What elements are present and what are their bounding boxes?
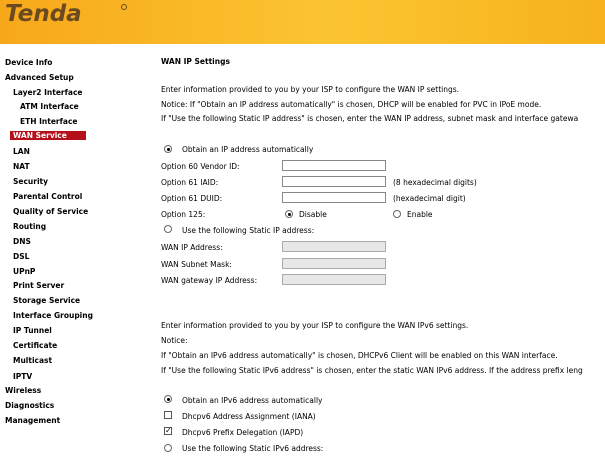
- sidebar-item-advanced-setup[interactable]: Advanced Setup: [5, 73, 74, 82]
- sidebar-item-iptv[interactable]: IPTV: [13, 372, 33, 381]
- option61-iaid-label: Option 61 IAID:: [161, 178, 219, 187]
- sidebar-item-diagnostics[interactable]: Diagnostics: [5, 401, 55, 410]
- wan-gateway-label: WAN gateway IP Address:: [161, 276, 258, 285]
- sidebar-item-dsl[interactable]: DSL: [13, 252, 30, 261]
- sidebar-item-layer2-interface[interactable]: Layer2 Interface: [13, 88, 83, 97]
- ipv4-intro-text: Enter information provided to you by your ISP to configure the WAN IP settings.: [161, 85, 460, 94]
- iapd-label: Dhcpv6 Prefix Delegation (IAPD): [182, 428, 304, 437]
- sidebar-item-atm-interface[interactable]: ATM Interface: [20, 102, 79, 111]
- option61-iaid-input[interactable]: [282, 176, 386, 187]
- main-content: [161, 44, 605, 456]
- sidebar-item-ip-tunnel[interactable]: IP Tunnel: [13, 326, 52, 335]
- sidebar-item-security[interactable]: Security: [13, 177, 49, 186]
- tenda-logo: Tenda: [5, 1, 82, 27]
- sidebar-item-certificate[interactable]: Certificate: [13, 341, 58, 350]
- option61-duid-input[interactable]: [282, 192, 386, 203]
- sidebar: [0, 44, 150, 456]
- page-title: WAN IP Settings: [161, 57, 230, 66]
- wan-subnet-mask-input[interactable]: [282, 258, 386, 269]
- wan-ip-input[interactable]: [282, 241, 386, 252]
- sidebar-item-wireless[interactable]: Wireless: [5, 386, 42, 395]
- sidebar-item-interface-grouping[interactable]: Interface Grouping: [13, 311, 93, 320]
- ipv6-auto-label: Obtain an IPv6 address automatically: [182, 396, 323, 405]
- wan-subnet-mask-label: WAN Subnet Mask:: [161, 260, 232, 269]
- sidebar-item-storage-service[interactable]: Storage Service: [13, 296, 81, 305]
- ipv4-auto-radio[interactable]: [164, 145, 172, 153]
- option60-vendor-id-input[interactable]: [282, 160, 386, 171]
- sidebar-item-wan-service[interactable]: WAN Service: [10, 131, 86, 140]
- checkmark-icon: ✓: [165, 426, 172, 435]
- sidebar-item-print-server[interactable]: Print Server: [13, 281, 65, 290]
- option125-enable-label: Enable: [407, 210, 433, 219]
- sidebar-item-nat[interactable]: NAT: [13, 162, 30, 171]
- ipv4-static-note: If "Use the following Static IP address" is chosen, enter the WAN IP address, subnet mask and interface gatewa: [161, 114, 579, 123]
- wan-ip-label: WAN IP Address:: [161, 243, 223, 252]
- option125-enable-radio[interactable]: [393, 210, 401, 218]
- ipv4-static-label: Use the following Static IP address:: [182, 226, 315, 235]
- header-banner: [0, 0, 605, 44]
- sidebar-item-routing[interactable]: Routing: [13, 222, 47, 231]
- sidebar-item-dns[interactable]: DNS: [13, 237, 31, 246]
- option61-iaid-hint: (8 hexadecimal digits): [393, 178, 477, 187]
- iana-label: Dhcpv6 Address Assignment (IANA): [182, 412, 316, 421]
- ipv6-static-label: Use the following Static IPv6 address:: [182, 444, 324, 453]
- ipv6-static-radio[interactable]: [164, 444, 172, 452]
- sidebar-item-parental-control[interactable]: Parental Control: [13, 192, 83, 201]
- option125-label: Option 125:: [161, 210, 206, 219]
- option125-disable-label: Disable: [299, 210, 327, 219]
- registered-mark-icon: [121, 4, 127, 10]
- ipv6-intro-text: Enter information provided to you by your ISP to configure the WAN IPv6 settings.: [161, 321, 469, 330]
- option60-label: Option 60 Vendor ID:: [161, 162, 240, 171]
- sidebar-item-management[interactable]: Management: [5, 416, 61, 425]
- ipv6-auto-radio[interactable]: [164, 395, 172, 403]
- sidebar-item-multicast[interactable]: Multicast: [13, 356, 53, 365]
- sidebar-item-eth-interface[interactable]: ETH Interface: [20, 117, 78, 126]
- ipv6-static-note: If "Use the following Static IPv6 address" is chosen, enter the static WAN IPv6 address. If the address prefix leng: [161, 366, 583, 375]
- option61-duid-hint: (hexadecimal digit): [393, 194, 466, 203]
- option125-disable-radio[interactable]: [285, 210, 293, 218]
- iana-checkbox[interactable]: [164, 411, 172, 419]
- sidebar-item-lan[interactable]: LAN: [13, 147, 30, 156]
- ipv6-notice-text: Notice:: [161, 336, 188, 345]
- sidebar-item-quality-of-service[interactable]: Quality of Service: [13, 207, 89, 216]
- ipv6-auto-note: If "Obtain an IPv6 address automatically" is chosen, DHCPv6 Client will be enabled on this WAN interface.: [161, 351, 558, 360]
- wan-gateway-input[interactable]: [282, 274, 386, 285]
- ipv4-notice-text: Notice: If "Obtain an IP address automatically" is chosen, DHCP will be enabled for PVC in IPoE mode.: [161, 100, 542, 109]
- iapd-checkbox[interactable]: [164, 427, 172, 435]
- option61-duid-label: Option 61 DUID:: [161, 194, 223, 203]
- ipv4-static-radio[interactable]: [164, 225, 172, 233]
- sidebar-item-device-info[interactable]: Device Info: [5, 58, 53, 67]
- sidebar-item-upnp[interactable]: UPnP: [13, 267, 36, 276]
- ipv4-auto-label: Obtain an IP address automatically: [182, 145, 314, 154]
